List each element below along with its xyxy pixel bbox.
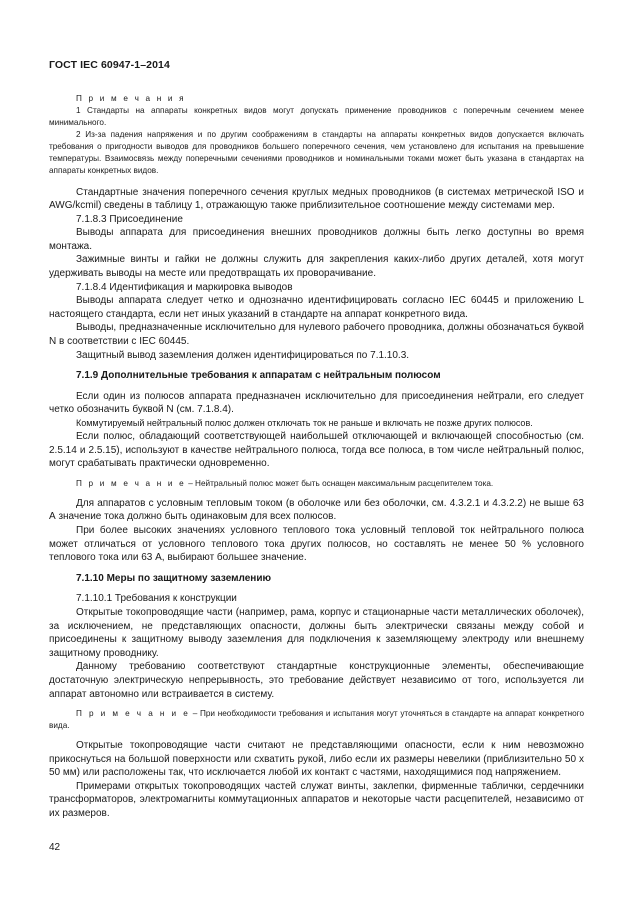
page-number: 42 (49, 842, 61, 853)
note-7110-text: – При необходимости требования и испытания могут уточняться в стандарте на аппарат конкретного вида. (49, 709, 584, 731)
note-2: 2 Из-за падения напряжения и по другим соображениям в стандарты на аппараты конкретных видов допускается включать требования о пригодности выводов для проводников большего поперечного сечения, чем установлено для испытания на превышение температуры. Взаимосвязь между поперечными сечениями проводников и номинальными токами может быть указана в стандартах на аппараты конкретных видов. (49, 129, 584, 175)
paragraph-7110-1: Открытые токопроводящие части (например, рама, корпус и стационарные части металлических оболочек), за исключением, не представляющих опасности, должны быть электрически связаны между собой и присоединены к защитному выводу заземления для подключения к заземляющему электроду или внешнему защитному проводнику. (49, 606, 584, 659)
paragraph-7184-3: Защитный вывод заземления должен идентифицироваться по 7.1.10.3. (76, 349, 410, 361)
subsection-title-7184: 7.1.8.4 Идентификация и маркировка выводов (76, 281, 293, 293)
paragraph-7183-1: Выводы аппарата для присоединения внешних проводников должны быть легко доступны во время монтажа. (49, 227, 584, 252)
paragraph-7110-2: Данному требованию соответствуют стандартные конструкционные элементы, обеспечивающие достаточную электрическую непрерывность, это требование действует независимо от того, используется ли аппарат автономно или встраивается в систему. (49, 661, 584, 700)
paragraph-7183-2: Зажимные винты и гайки не должны служить для закрепления каких-либо других деталей, хотя могут удерживать выводы на месте или предотвращать их проворачивание. (49, 254, 584, 280)
paragraph-719-5: При более высоких значениях условного теплового тока условный тепловой ток нейтрального полюса может отличаться от условного теплового тока других полюсов, но составлять не менее 50 % условного теплового тока или 63 А, выбирают большее значение. (49, 524, 584, 564)
paragraph-719-4: Для аппаратов с условным тепловым током (в оболочке или без оболочки, см. 4.3.2.1 и 4.3.2.2) не выше 63 А значение тока должно быть одинаковым для всех полюсов. (49, 497, 584, 523)
notes-label: П р и м е ч а н и я (76, 94, 186, 103)
note-7110-label: П р и м е ч а н и е (76, 709, 190, 719)
subsection-title-71101: 7.1.10.1 Требования к конструкции (76, 593, 237, 605)
document-header: ГОСТ IEC 60947-1–2014 (49, 59, 170, 71)
note-7110 (49, 708, 584, 732)
paragraph-7110-4: Примерами открытых токопроводящих частей служат винты, заклепки, фирменные таблички, сердечники трансформаторов, электромагниты коммутационных аппаратов и некоторые части расцепителей, независимо от их размеров. (49, 780, 584, 820)
subsection-title-7183: 7.1.8.3 Присоединение (76, 213, 183, 225)
paragraph-719-2: Коммутируемый нейтральный полюс должен отключать ток не раньше и включать не позже других полюсов. (76, 418, 533, 428)
note-719 (49, 478, 584, 490)
paragraph-719-3: Если полюс, обладающий соответствующей наибольшей отключающей и включающей способностью (см. 2.5.14 и 2.5.15), используют в качестве нейтрального полюса, тогда все полюса, в том числе нейтральный полюс, могут срабатывать практически одновременно. (49, 431, 584, 470)
note-719-label: П р и м е ч а н и е (76, 478, 186, 488)
paragraph-719-1: Если один из полюсов аппарата предназначен исключительно для присоединения нейтрали, его следует четко обозначить буквой N (см. 7.1.8.4). (49, 390, 584, 416)
section-title-719: 7.1.9 Дополнительные требования к аппаратам с нейтральным полюсом (76, 370, 441, 382)
page-body (49, 93, 584, 821)
note-1: 1 Стандарты на аппараты конкретных видов могут допускать применение проводников с поперечным сечением менее минимального. (49, 105, 584, 127)
paragraph-standard-values: Стандартные значения поперечного сечения круглых медных проводников (в системах метрической ISO и AWG/kcmil) сведены в таблицу 1, отражающую также приблизительное соотношение между системами мер. (49, 186, 584, 212)
paragraph-7184-1: Выводы аппарата следует четко и однозначно идентифицировать согласно IEC 60445 и приложению L настоящего стандарта, если нет иных указаний в стандарте на аппарат конкретного вида. (49, 295, 584, 320)
paragraph-7110-3: Открытые токопроводящие части считают не представляющими опасности, если к ним невозможно прикоснуться на большой поверхности или схватить рукой, либо если их размеры невелики (приблизительно 50 х 50 мм) или расположены так, что исключается любой их контакт с частями, находящимися под напряжением. (49, 740, 584, 779)
note-719-text: – Нейтральный полюс может быть оснащен максимальным расцепителем тока. (185, 478, 494, 488)
paragraph-7184-2: Выводы, предназначенные исключительно для нулевого рабочего проводника, должны обозначаться буквой N в соответствии с IEC 60445. (49, 322, 584, 348)
section-title-7110: 7.1.10 Меры по защитному заземлению (76, 572, 272, 584)
